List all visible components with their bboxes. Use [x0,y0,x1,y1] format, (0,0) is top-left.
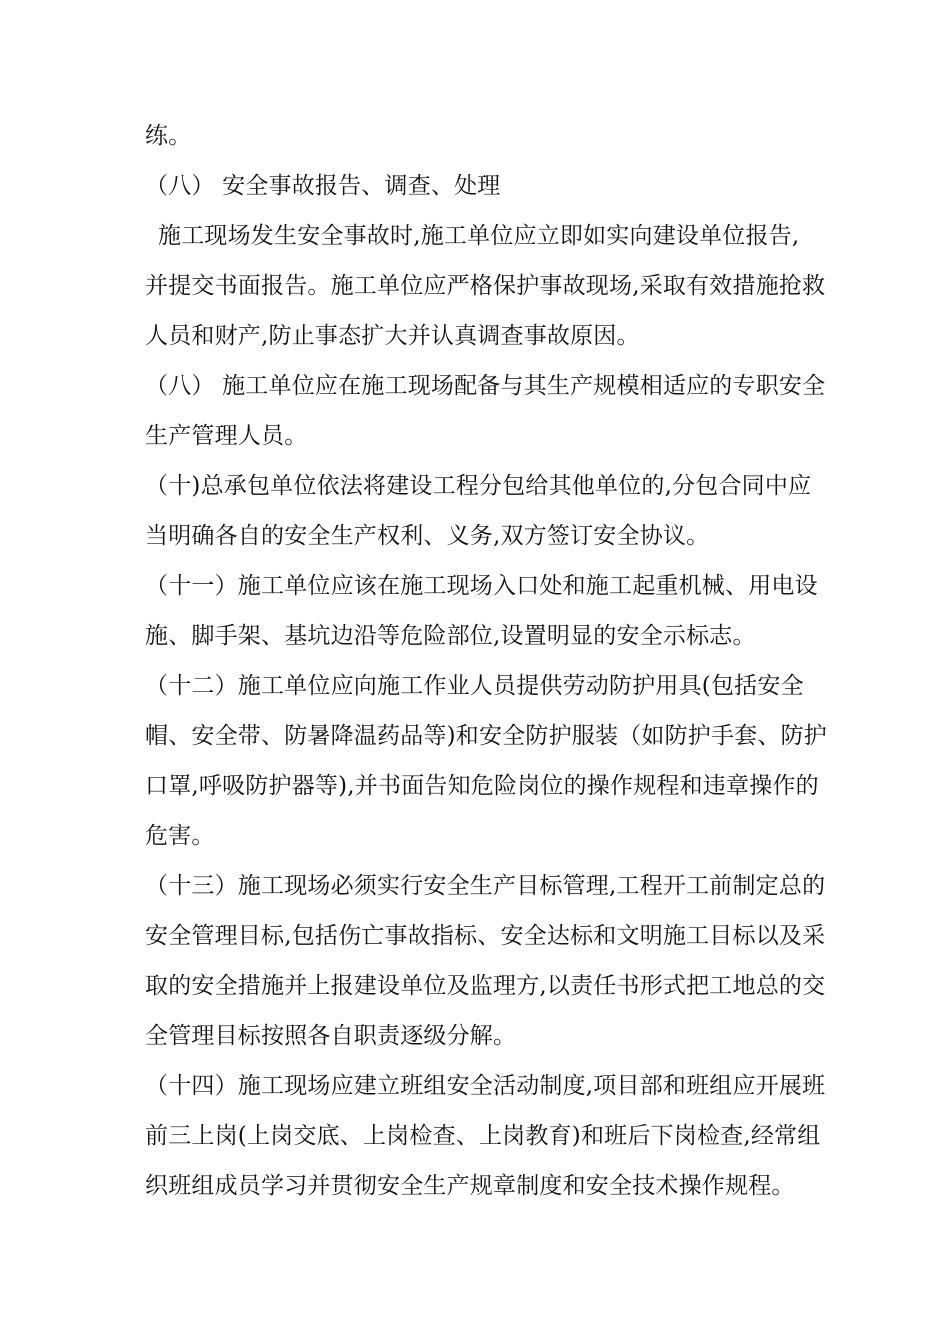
text-line: 前三上岗(上岗交底、上岗检查、上岗教育)和班后下岗检查,经常组 [145,1123,821,1149]
text-line: （十)总承包单位依法将建设工程分包给其他单位的,分包合同中应 [145,473,812,499]
text-line: 当明确各自的安全生产权利、义务,双方签订安全协议。 [145,523,710,549]
text-line: 取的安全措施并上报建设单位及监理方,以责任书形式把工地总的交 [145,973,826,999]
text-line: 危害。 [145,823,215,849]
text-line: （十二）施工单位应向施工作业人员提供劳动防护用具(包括安全 [145,673,804,699]
text-line: 练。 [145,123,192,149]
text-line: 生产管理人员。 [145,423,308,449]
text-line: （八） 施工单位应在施工现场配备与其生产规模相适应的专职安全 [145,373,826,399]
text-line: 施、脚手架、基坑边沿等危险部位,设置明显的安全示标志。 [145,623,756,649]
text-line: 帽、安全带、防暑降温药品等)和安全防护服装（如防护手套、防护 [145,723,827,749]
text-line: 施工现场发生安全事故时,施工单位应立即如实向建设单位报告, [158,223,800,249]
text-line: 人员和财产,防止事态扩大并认真调查事故原因。 [145,323,640,349]
text-line: （十一）施工单位应该在施工现场入口处和施工起重机械、用电设 [145,573,818,599]
text-line: 全管理目标按照各自职责逐级分解。 [145,1023,517,1049]
text-line: 并提交书面报告。施工单位应严格保护事故现场,采取有效措施抢救 [145,273,826,299]
text-line: （十四）施工现场应建立班组安全活动制度,项目部和班组应开展班 [145,1073,826,1099]
text-line: 织班组成员学习并贯彻安全生产规章制度和安全技术操作规程。 [145,1173,795,1199]
text-line: （十三）施工现场必须实行安全生产目标管理,工程开工前制定总的 [145,873,826,899]
text-line: 安全管理目标,包括伤亡事故指标、安全达标和文明施工目标以及采 [145,923,826,949]
section-heading: （八） 安全事故报告、调查、处理 [145,173,501,199]
text-line: 口罩,呼吸防护器等),并书面告知危险岗位的操作规程和违章操作的 [145,773,819,799]
